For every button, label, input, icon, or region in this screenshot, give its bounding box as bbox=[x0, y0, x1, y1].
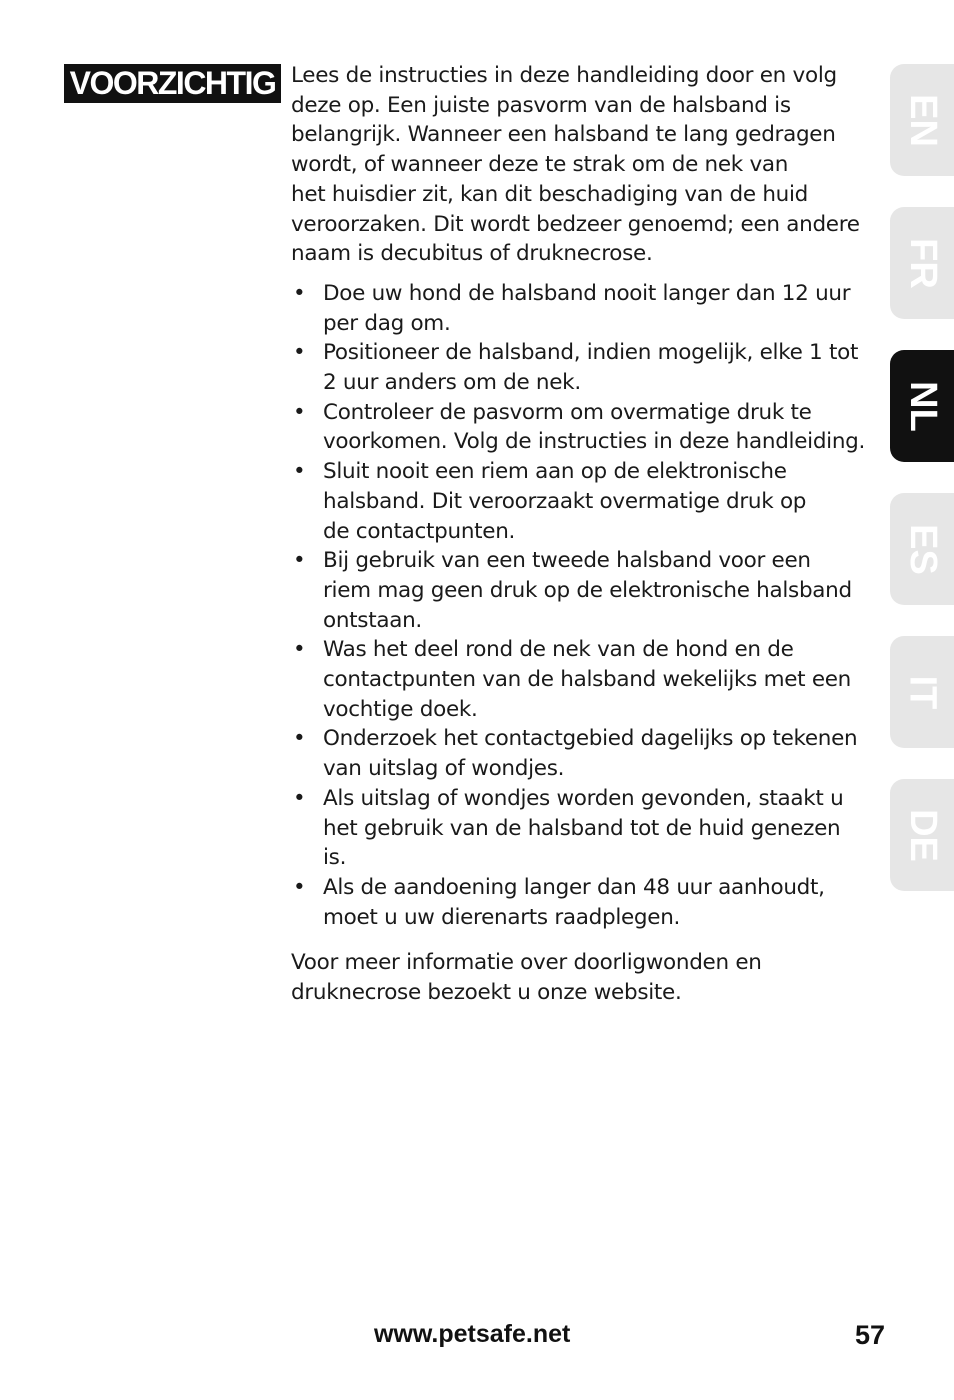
bullet-icon: • bbox=[293, 548, 306, 574]
text-line: veroorzaken. Dit wordt bedzeer genoemd; een andere bbox=[291, 211, 860, 237]
intro-paragraph bbox=[291, 61, 866, 269]
main-content bbox=[291, 61, 866, 1008]
list-item bbox=[291, 784, 866, 873]
text-line: Onderzoek het contactgebied dagelijks op tekenen bbox=[323, 726, 858, 752]
text-line: wordt, of wanneer deze te strak om de nek van bbox=[291, 152, 789, 178]
bullet-icon: • bbox=[293, 785, 306, 811]
bullet-icon: • bbox=[293, 280, 306, 306]
precautions-list bbox=[291, 279, 866, 932]
text-line: Als uitslag of wondjes worden gevonden, staakt u bbox=[323, 785, 844, 811]
text-line: deze op. Een juiste pasvorm van de halsband is bbox=[291, 92, 791, 118]
text-line: ontstaan. bbox=[323, 607, 422, 633]
text-line: voorkomen. Volg de instructies in deze handleiding. bbox=[323, 429, 866, 455]
bullet-icon: • bbox=[293, 726, 306, 752]
tab-label: IT bbox=[901, 675, 944, 709]
text-line: Bij gebruik van een tweede halsband voor een bbox=[323, 548, 811, 574]
list-item bbox=[291, 873, 866, 932]
text-line: per dag om. bbox=[323, 310, 451, 336]
bullet-icon: • bbox=[293, 340, 306, 366]
text-line: Voor meer informatie over doorligwonden en bbox=[291, 950, 762, 976]
tab-label: NL bbox=[901, 380, 944, 432]
text-line: 2 uur anders om de nek. bbox=[323, 370, 581, 396]
list-item bbox=[291, 635, 866, 724]
text-line: vochtige doek. bbox=[323, 696, 478, 722]
tab-en[interactable] bbox=[890, 64, 954, 176]
list-item bbox=[291, 338, 866, 397]
text-line: druknecrose bezoekt u onze website. bbox=[291, 980, 682, 1006]
text-line: het gebruik van de halsband tot de huid genezen is. bbox=[323, 815, 841, 871]
list-item bbox=[291, 724, 866, 783]
list-item bbox=[291, 398, 866, 457]
list-item bbox=[291, 457, 866, 546]
tab-label: EN bbox=[901, 93, 944, 147]
text-line: Positioneer de halsband, indien mogelijk, elke 1 tot bbox=[323, 340, 859, 366]
text-line: de contactpunten. bbox=[323, 518, 516, 544]
text-line: naam is decubitus of druknecrose. bbox=[291, 241, 653, 267]
closing-paragraph bbox=[291, 948, 866, 1007]
footer-website-url: www.petsafe.net bbox=[374, 1320, 571, 1348]
text-line: moet u uw dierenarts raadplegen. bbox=[323, 904, 681, 930]
text-line: Sluit nooit een riem aan op de elektronische bbox=[323, 459, 787, 485]
bullet-icon: • bbox=[293, 459, 306, 485]
tab-label: ES bbox=[901, 523, 944, 575]
text-line: halsband. Dit veroorzaakt overmatige druk op bbox=[323, 488, 807, 514]
tab-label: DE bbox=[901, 808, 944, 862]
text-line: Was het deel rond de nek van de hond en de bbox=[323, 637, 794, 663]
caution-label: VOORZICHTIG bbox=[64, 64, 281, 103]
list-item bbox=[291, 279, 866, 338]
tab-es[interactable] bbox=[890, 493, 954, 605]
tab-it[interactable] bbox=[890, 636, 954, 748]
list-item bbox=[291, 546, 866, 635]
tab-label: FR bbox=[901, 237, 944, 289]
text-line: Doe uw hond de halsband nooit langer dan 12 uur bbox=[323, 280, 851, 306]
bullet-icon: • bbox=[293, 874, 306, 900]
text-line: contactpunten van de halsband wekelijks met een bbox=[323, 667, 851, 693]
bullet-icon: • bbox=[293, 637, 306, 663]
text-line: Lees de instructies in deze handleiding door en volg bbox=[291, 63, 837, 88]
text-line: Controleer de pasvorm om overmatige druk te bbox=[323, 399, 812, 425]
tab-fr[interactable] bbox=[890, 207, 954, 319]
text-line: van uitslag of wondjes. bbox=[323, 756, 565, 782]
text-line: het huisdier zit, kan dit beschadiging van de huid bbox=[291, 181, 809, 207]
text-line: Als de aandoening langer dan 48 uur aanhoudt, bbox=[323, 874, 825, 900]
page-number: 57 bbox=[855, 1320, 886, 1350]
tab-de[interactable] bbox=[890, 779, 954, 891]
text-line: riem mag geen druk op de elektronische halsband bbox=[323, 577, 852, 603]
bullet-icon: • bbox=[293, 399, 306, 425]
tab-nl[interactable] bbox=[890, 350, 954, 462]
text-line: belangrijk. Wanneer een halsband te lang gedragen bbox=[291, 122, 836, 148]
